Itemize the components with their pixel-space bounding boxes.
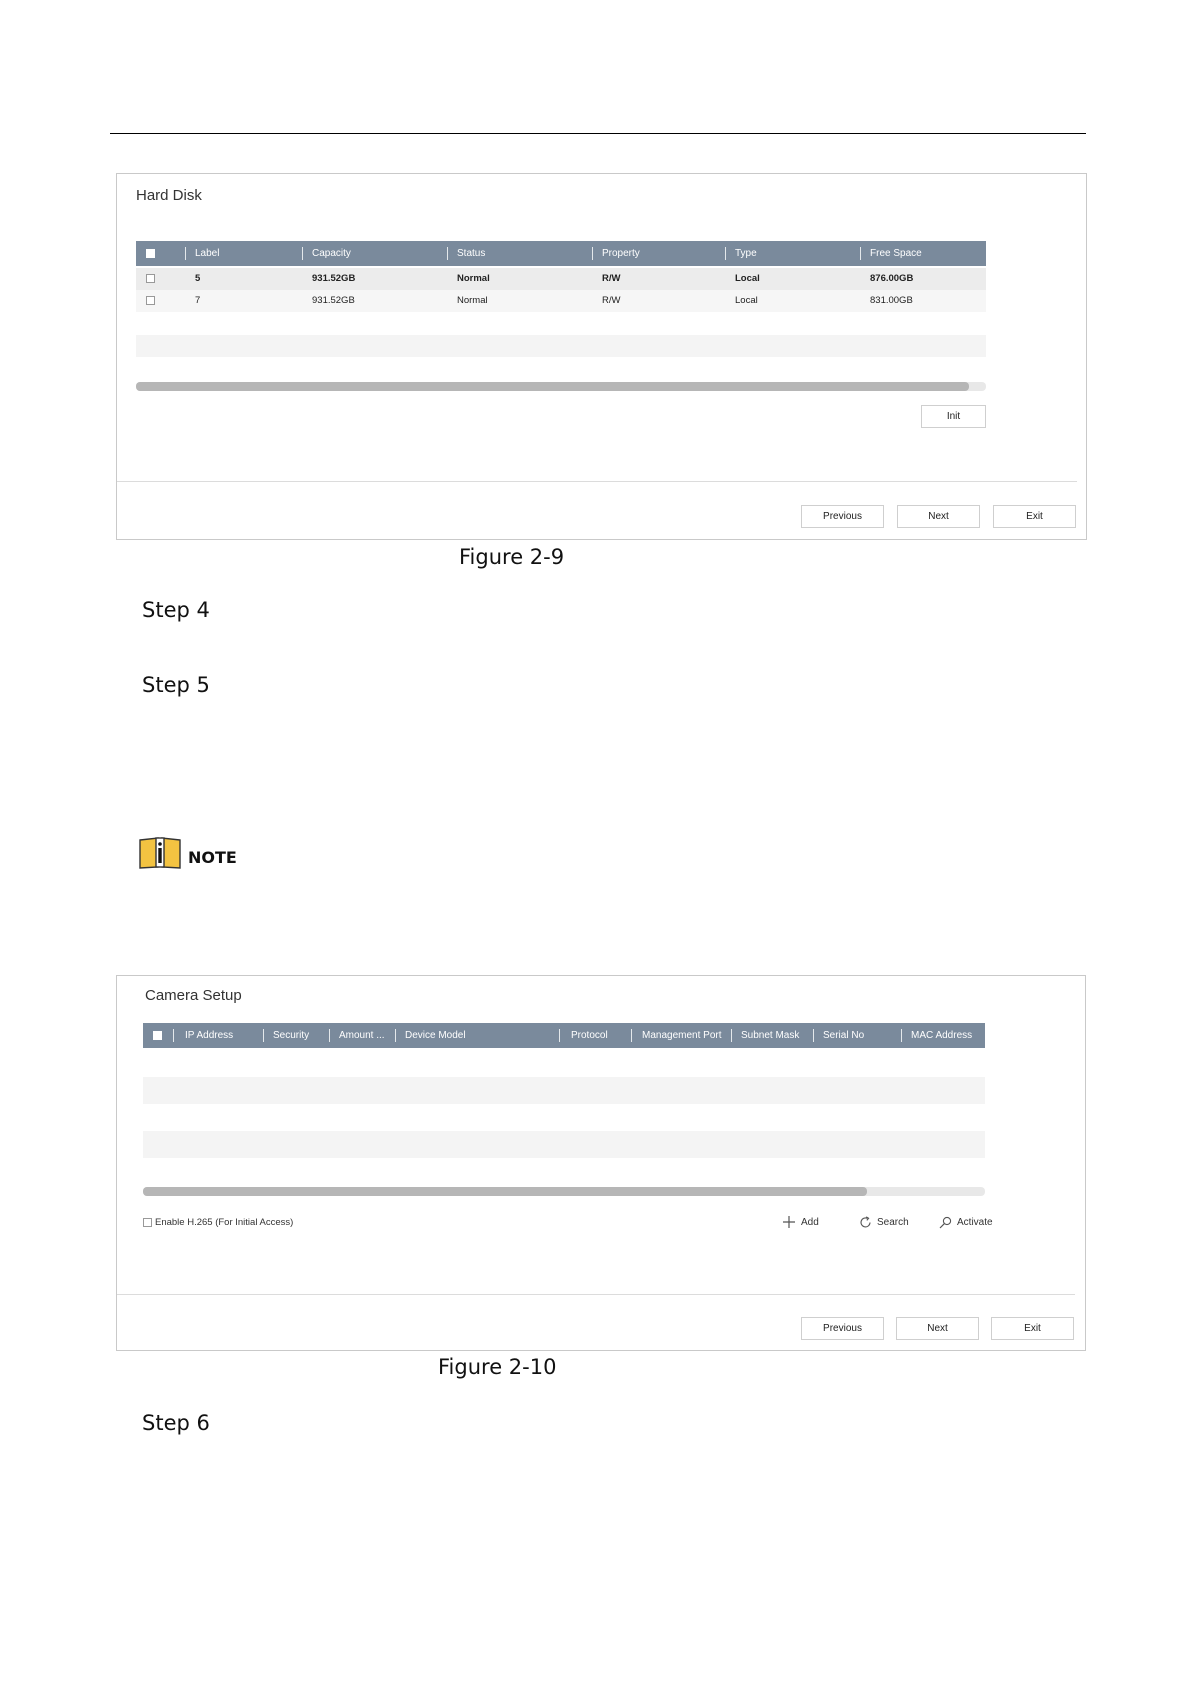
exit-button[interactable]: Exit	[991, 1317, 1074, 1340]
cell-label: 5	[195, 273, 201, 284]
step-label: Step 5	[142, 673, 210, 697]
column-header-free-space[interactable]: Free Space	[870, 248, 922, 259]
column-header-property[interactable]: Property	[602, 248, 640, 259]
column-header-subnet-mask[interactable]: Subnet Mask	[741, 1030, 800, 1041]
column-header-ip-address[interactable]: IP Address	[185, 1030, 234, 1041]
panel-title: Camera Setup	[145, 987, 242, 1004]
column-header-management-port[interactable]: Management Port	[642, 1030, 722, 1041]
row-checkbox[interactable]	[146, 296, 155, 305]
column-separator	[302, 247, 303, 260]
search-button[interactable]	[859, 1215, 919, 1231]
cell-status: Normal	[457, 295, 488, 306]
empty-table-row	[143, 1131, 985, 1158]
note-label: NOTE	[188, 848, 237, 867]
camera-setup-panel	[116, 975, 1086, 1351]
scrollbar-thumb[interactable]	[143, 1187, 867, 1196]
scrollbar-thumb[interactable]	[136, 382, 969, 391]
column-header-security[interactable]: Security	[273, 1030, 310, 1041]
empty-table-row	[136, 335, 986, 357]
column-header-mac-address[interactable]: MAC Address	[911, 1030, 973, 1041]
column-separator	[813, 1029, 814, 1042]
activate-label: Activate	[957, 1217, 993, 1228]
panel-divider	[117, 481, 1077, 482]
column-header-serial-no[interactable]: Serial No	[823, 1030, 865, 1041]
init-button[interactable]: Init	[921, 405, 986, 428]
activate-button[interactable]	[939, 1215, 1003, 1231]
column-separator	[329, 1029, 330, 1042]
column-separator	[263, 1029, 264, 1042]
hard-disk-table-header	[136, 241, 986, 266]
column-header-type[interactable]: Type	[735, 248, 757, 259]
column-header-protocol[interactable]: Protocol	[571, 1030, 608, 1041]
hard-disk-panel	[116, 173, 1087, 540]
camera-table-header	[143, 1023, 985, 1048]
horizontal-scrollbar[interactable]	[143, 1187, 985, 1196]
panel-divider	[117, 1294, 1075, 1295]
column-separator	[447, 247, 448, 260]
column-header-device-model[interactable]: Device Model	[405, 1030, 466, 1041]
key-search-icon	[939, 1216, 952, 1229]
cell-free-space: 876.00GB	[870, 273, 914, 284]
column-separator	[559, 1029, 560, 1042]
cell-type: Local	[735, 273, 760, 284]
search-label: Search	[877, 1217, 909, 1228]
column-header-label[interactable]: Label	[195, 248, 220, 259]
figure-caption: Figure 2-9	[459, 545, 565, 569]
cell-capacity: 931.52GB	[312, 273, 356, 284]
add-button[interactable]	[783, 1215, 833, 1231]
previous-button[interactable]: Previous	[801, 1317, 884, 1340]
add-label: Add	[801, 1217, 819, 1228]
enable-h265-label[interactable]: Enable H.265 (For Initial Access)	[155, 1217, 294, 1228]
note-book-icon	[138, 836, 182, 870]
cell-capacity: 931.52GB	[312, 295, 355, 306]
cell-label: 7	[195, 295, 201, 306]
column-separator	[860, 247, 861, 260]
column-separator	[173, 1029, 174, 1042]
row-checkbox[interactable]	[146, 274, 155, 283]
step-label: Step 6	[142, 1411, 210, 1435]
column-separator	[901, 1029, 902, 1042]
cell-type: Local	[735, 295, 758, 306]
table-row[interactable]	[136, 268, 986, 290]
cell-property: R/W	[602, 273, 621, 284]
figure-caption: Figure 2-10	[438, 1355, 557, 1379]
table-row[interactable]	[136, 290, 986, 312]
cell-property: R/W	[602, 295, 621, 306]
column-separator	[592, 247, 593, 260]
column-separator	[185, 247, 186, 260]
column-separator	[731, 1029, 732, 1042]
previous-button[interactable]: Previous	[801, 505, 884, 528]
next-button[interactable]: Next	[896, 1317, 979, 1340]
step-label: Step 4	[142, 598, 210, 622]
page-header-rule	[110, 133, 1086, 134]
horizontal-scrollbar[interactable]	[136, 382, 986, 391]
column-header-status[interactable]: Status	[457, 248, 486, 259]
panel-title: Hard Disk	[136, 187, 202, 204]
exit-button[interactable]: Exit	[993, 505, 1076, 528]
plus-icon	[783, 1216, 795, 1228]
select-all-checkbox[interactable]	[153, 1031, 162, 1040]
column-header-capacity[interactable]: Capacity	[312, 248, 351, 259]
column-separator	[725, 247, 726, 260]
column-separator	[631, 1029, 632, 1042]
cell-status: Normal	[457, 273, 490, 284]
select-all-checkbox[interactable]	[146, 249, 155, 258]
refresh-icon	[859, 1216, 872, 1229]
cell-free-space: 831.00GB	[870, 295, 913, 306]
column-separator	[395, 1029, 396, 1042]
next-button[interactable]: Next	[897, 505, 980, 528]
column-header-amount[interactable]: Amount ...	[339, 1030, 385, 1041]
empty-table-row	[143, 1077, 985, 1104]
enable-h265-checkbox[interactable]	[143, 1218, 152, 1227]
